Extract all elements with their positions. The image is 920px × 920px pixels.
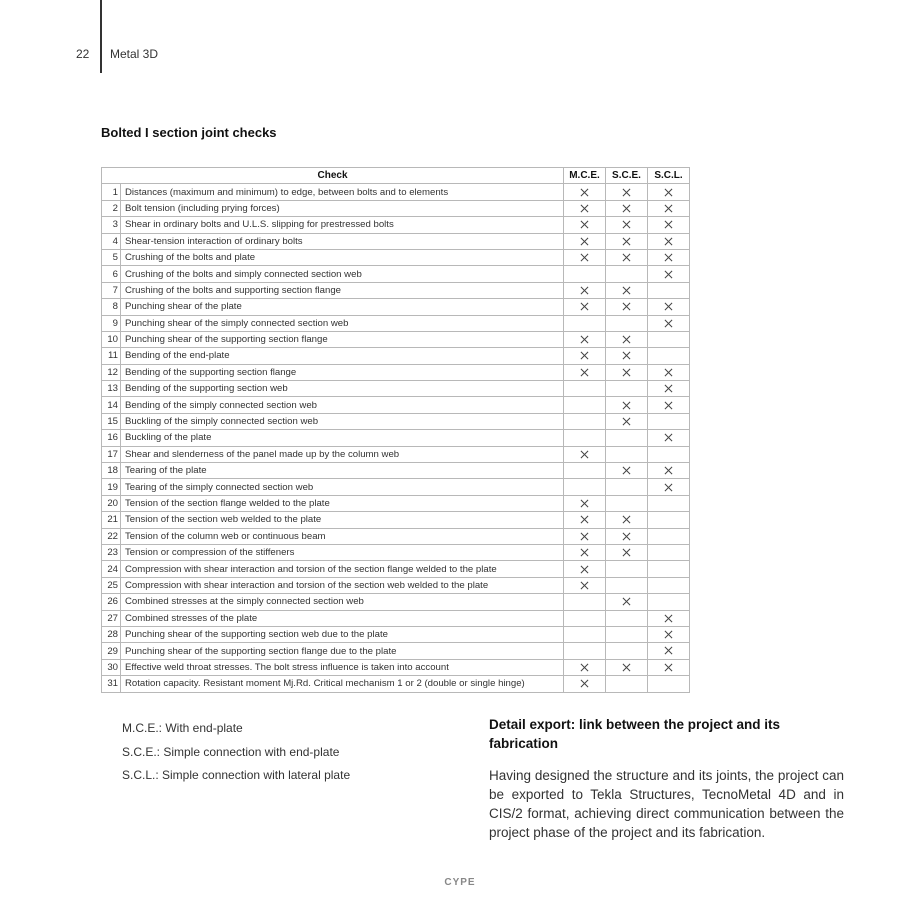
cell-scl	[648, 610, 690, 626]
table-row	[102, 676, 690, 692]
cell-sce	[606, 577, 648, 593]
cell-sce	[606, 626, 648, 642]
cell-scl	[648, 594, 690, 610]
cross-mark-icon	[580, 531, 589, 542]
cross-mark-icon	[622, 416, 631, 427]
cell-scl	[648, 676, 690, 692]
cell-mce	[564, 233, 606, 249]
check-description: Punching shear of the plate	[121, 299, 564, 315]
row-number: 31	[102, 676, 121, 692]
check-description: Punching shear of the supporting section flange due to the plate	[121, 643, 564, 659]
cell-mce	[564, 381, 606, 397]
cell-scl	[648, 381, 690, 397]
table-row	[102, 299, 690, 315]
cross-mark-icon	[622, 531, 631, 542]
check-description: Tension or compression of the stiffeners	[121, 544, 564, 560]
cell-mce	[564, 217, 606, 233]
cell-sce	[606, 610, 648, 626]
check-description: Buckling of the simply connected section web	[121, 413, 564, 429]
cell-sce	[606, 299, 648, 315]
cell-mce	[564, 446, 606, 462]
check-description: Shear-tension interaction of ordinary bolts	[121, 233, 564, 249]
check-description: Buckling of the plate	[121, 430, 564, 446]
cross-mark-icon	[664, 629, 673, 640]
column-header-mce: M.C.E.	[564, 168, 606, 184]
check-description: Tearing of the simply connected section web	[121, 479, 564, 495]
table-row	[102, 430, 690, 446]
cell-scl	[648, 217, 690, 233]
cross-mark-icon	[664, 203, 673, 214]
cross-mark-icon	[580, 564, 589, 575]
cross-mark-icon	[622, 301, 631, 312]
table-header-row	[102, 168, 690, 184]
cell-scl	[648, 659, 690, 675]
row-number: 3	[102, 217, 121, 233]
check-description: Bolt tension (including prying forces)	[121, 200, 564, 216]
row-number: 19	[102, 479, 121, 495]
table-row	[102, 217, 690, 233]
cell-mce	[564, 200, 606, 216]
table-row	[102, 282, 690, 298]
cell-mce	[564, 528, 606, 544]
cross-mark-icon	[622, 285, 631, 296]
cell-mce	[564, 643, 606, 659]
table-row	[102, 364, 690, 380]
row-number: 23	[102, 544, 121, 560]
cross-mark-icon	[664, 187, 673, 198]
row-number: 4	[102, 233, 121, 249]
header-divider	[100, 0, 102, 73]
row-number: 12	[102, 364, 121, 380]
table-row	[102, 413, 690, 429]
cell-scl	[648, 282, 690, 298]
table-row	[102, 610, 690, 626]
cross-mark-icon	[664, 383, 673, 394]
cell-scl	[648, 331, 690, 347]
cell-scl	[648, 446, 690, 462]
cell-sce	[606, 233, 648, 249]
cell-sce	[606, 528, 648, 544]
legend-item-mce: M.C.E.: With end-plate	[122, 721, 243, 735]
cell-sce	[606, 643, 648, 659]
cell-mce	[564, 561, 606, 577]
table-row	[102, 331, 690, 347]
cell-scl	[648, 184, 690, 200]
column-header-sce: S.C.E.	[606, 168, 648, 184]
cell-mce	[564, 495, 606, 511]
cell-sce	[606, 217, 648, 233]
cell-scl	[648, 512, 690, 528]
cell-mce	[564, 397, 606, 413]
check-description: Tearing of the plate	[121, 463, 564, 479]
cross-mark-icon	[664, 301, 673, 312]
table-row	[102, 626, 690, 642]
page-number: 22	[76, 47, 90, 61]
cell-sce	[606, 348, 648, 364]
cross-mark-icon	[580, 219, 589, 230]
cross-mark-icon	[664, 236, 673, 247]
row-number: 28	[102, 626, 121, 642]
cell-mce	[564, 610, 606, 626]
cross-mark-icon	[580, 580, 589, 591]
cell-mce	[564, 249, 606, 265]
check-description: Shear in ordinary bolts and U.L.S. slipping for prestressed bolts	[121, 217, 564, 233]
column-header-check: Check	[102, 168, 564, 184]
row-number: 6	[102, 266, 121, 282]
cell-sce	[606, 282, 648, 298]
check-description: Combined stresses of the plate	[121, 610, 564, 626]
cross-mark-icon	[580, 187, 589, 198]
export-section-paragraph: Having designed the structure and its joints, the project can be exported to Tekla Structures, TecnoMetal 4D and in CIS/2 format, achieving direct communication between the project phase of the project and its fabrication.	[489, 768, 844, 840]
cell-scl	[648, 495, 690, 511]
row-number: 25	[102, 577, 121, 593]
cell-sce	[606, 364, 648, 380]
cell-sce	[606, 413, 648, 429]
cell-mce	[564, 184, 606, 200]
cross-mark-icon	[622, 547, 631, 558]
cell-scl	[648, 430, 690, 446]
table-row	[102, 397, 690, 413]
cross-mark-icon	[664, 252, 673, 263]
cell-sce	[606, 495, 648, 511]
table-row	[102, 381, 690, 397]
cell-sce	[606, 463, 648, 479]
check-description: Punching shear of the supporting section web due to the plate	[121, 626, 564, 642]
check-description: Crushing of the bolts and supporting section flange	[121, 282, 564, 298]
cell-mce	[564, 364, 606, 380]
table-row	[102, 446, 690, 462]
cell-mce	[564, 512, 606, 528]
cross-mark-icon	[622, 334, 631, 345]
check-description: Distances (maximum and minimum) to edge, between bolts and to elements	[121, 184, 564, 200]
row-number: 5	[102, 249, 121, 265]
table-row	[102, 528, 690, 544]
cell-mce	[564, 659, 606, 675]
check-description: Rotation capacity. Resistant moment Mj.Rd. Critical mechanism 1 or 2 (double or single hinge)	[121, 676, 564, 692]
check-description: Punching shear of the simply connected section web	[121, 315, 564, 331]
cell-sce	[606, 446, 648, 462]
table-row	[102, 463, 690, 479]
row-number: 24	[102, 561, 121, 577]
cell-sce	[606, 184, 648, 200]
cell-sce	[606, 249, 648, 265]
cross-mark-icon	[622, 236, 631, 247]
cross-mark-icon	[580, 203, 589, 214]
cross-mark-icon	[622, 219, 631, 230]
check-description: Bending of the supporting section flange	[121, 364, 564, 380]
check-description: Compression with shear interaction and torsion of the section flange welded to the plate	[121, 561, 564, 577]
cross-mark-icon	[664, 613, 673, 624]
row-number: 11	[102, 348, 121, 364]
cell-sce	[606, 430, 648, 446]
cell-mce	[564, 315, 606, 331]
table-row	[102, 495, 690, 511]
cell-mce	[564, 577, 606, 593]
joint-checks-table	[101, 167, 690, 693]
check-description: Crushing of the bolts and plate	[121, 249, 564, 265]
row-number: 20	[102, 495, 121, 511]
document-title: Metal 3D	[110, 47, 159, 61]
cell-scl	[648, 626, 690, 642]
cross-mark-icon	[622, 514, 631, 525]
table-row	[102, 561, 690, 577]
cross-mark-icon	[622, 400, 631, 411]
check-description: Tension of the section web welded to the plate	[121, 512, 564, 528]
legend-item-scl: S.C.L.: Simple connection with lateral plate	[122, 768, 351, 782]
cell-scl	[648, 200, 690, 216]
cross-mark-icon	[580, 252, 589, 263]
cross-mark-icon	[664, 367, 673, 378]
cell-scl	[648, 577, 690, 593]
check-description: Bending of the end-plate	[121, 348, 564, 364]
table-row	[102, 266, 690, 282]
cross-mark-icon	[664, 400, 673, 411]
cross-mark-icon	[622, 203, 631, 214]
check-description: Shear and slenderness of the panel made up by the column web	[121, 446, 564, 462]
check-description: Tension of the section flange welded to the plate	[121, 495, 564, 511]
legend-item-sce: S.C.E.: Simple connection with end-plate	[122, 744, 340, 759]
cell-mce	[564, 626, 606, 642]
cross-mark-icon	[580, 498, 589, 509]
cell-mce	[564, 413, 606, 429]
cell-sce	[606, 266, 648, 282]
table-row	[102, 577, 690, 593]
cell-mce	[564, 479, 606, 495]
cell-scl	[648, 643, 690, 659]
cell-mce	[564, 299, 606, 315]
check-description: Bending of the simply connected section web	[121, 397, 564, 413]
cell-scl	[648, 233, 690, 249]
cross-mark-icon	[580, 367, 589, 378]
cell-sce	[606, 200, 648, 216]
row-number: 2	[102, 200, 121, 216]
cell-scl	[648, 249, 690, 265]
cell-scl	[648, 364, 690, 380]
table-row	[102, 479, 690, 495]
cross-mark-icon	[580, 350, 589, 361]
check-description: Crushing of the bolts and simply connected section web	[121, 266, 564, 282]
cross-mark-icon	[664, 662, 673, 673]
cross-mark-icon	[664, 318, 673, 329]
cell-mce	[564, 331, 606, 347]
legend	[122, 721, 350, 792]
row-number: 15	[102, 413, 121, 429]
cell-scl	[648, 266, 690, 282]
row-number: 14	[102, 397, 121, 413]
row-number: 7	[102, 282, 121, 298]
cell-mce	[564, 463, 606, 479]
cell-scl	[648, 561, 690, 577]
table-row	[102, 512, 690, 528]
cross-mark-icon	[580, 334, 589, 345]
table-body	[102, 184, 690, 692]
export-section-title: Detail export: link between the project and its fabrication	[489, 717, 781, 751]
cross-mark-icon	[580, 236, 589, 247]
row-number: 8	[102, 299, 121, 315]
footer-brand: CYPE	[444, 877, 476, 888]
cross-mark-icon	[622, 187, 631, 198]
cell-scl	[648, 299, 690, 315]
cell-sce	[606, 659, 648, 675]
cross-mark-icon	[664, 482, 673, 493]
cell-sce	[606, 512, 648, 528]
cell-mce	[564, 282, 606, 298]
cross-mark-icon	[580, 285, 589, 296]
row-number: 27	[102, 610, 121, 626]
cell-sce	[606, 561, 648, 577]
section-title: Bolted I section joint checks	[101, 125, 277, 140]
row-number: 1	[102, 184, 121, 200]
cell-sce	[606, 544, 648, 560]
cell-sce	[606, 397, 648, 413]
cell-mce	[564, 594, 606, 610]
cross-mark-icon	[580, 301, 589, 312]
cross-mark-icon	[622, 252, 631, 263]
cross-mark-icon	[664, 432, 673, 443]
row-number: 22	[102, 528, 121, 544]
row-number: 13	[102, 381, 121, 397]
cross-mark-icon	[580, 547, 589, 558]
table-row	[102, 594, 690, 610]
cross-mark-icon	[580, 662, 589, 673]
cross-mark-icon	[580, 514, 589, 525]
row-number: 30	[102, 659, 121, 675]
check-description: Effective weld throat stresses. The bolt stress influence is taken into account	[121, 659, 564, 675]
cell-mce	[564, 544, 606, 560]
cross-mark-icon	[664, 465, 673, 476]
row-number: 16	[102, 430, 121, 446]
cross-mark-icon	[622, 465, 631, 476]
check-description: Combined stresses at the simply connected section web	[121, 594, 564, 610]
cell-scl	[648, 315, 690, 331]
cell-sce	[606, 594, 648, 610]
cell-scl	[648, 479, 690, 495]
check-description: Bending of the supporting section web	[121, 381, 564, 397]
cross-mark-icon	[622, 662, 631, 673]
cross-mark-icon	[664, 219, 673, 230]
row-number: 18	[102, 463, 121, 479]
cross-mark-icon	[664, 646, 673, 657]
row-number: 9	[102, 315, 121, 331]
table-row	[102, 348, 690, 364]
row-number: 21	[102, 512, 121, 528]
table-row	[102, 200, 690, 216]
table-row	[102, 643, 690, 659]
table-row	[102, 315, 690, 331]
page-header	[0, 0, 920, 80]
cross-mark-icon	[622, 350, 631, 361]
cell-scl	[648, 544, 690, 560]
row-number: 29	[102, 643, 121, 659]
cross-mark-icon	[580, 678, 589, 689]
check-description: Compression with shear interaction and torsion of the section web welded to the plate	[121, 577, 564, 593]
cell-sce	[606, 315, 648, 331]
table-row	[102, 659, 690, 675]
cell-sce	[606, 331, 648, 347]
table-row	[102, 184, 690, 200]
cross-mark-icon	[622, 367, 631, 378]
table-row	[102, 233, 690, 249]
cell-scl	[648, 528, 690, 544]
column-header-scl: S.C.L.	[648, 168, 690, 184]
cell-mce	[564, 348, 606, 364]
row-number: 17	[102, 446, 121, 462]
cell-mce	[564, 430, 606, 446]
check-description: Punching shear of the supporting section flange	[121, 331, 564, 347]
cell-mce	[564, 676, 606, 692]
cross-mark-icon	[664, 269, 673, 280]
row-number: 10	[102, 331, 121, 347]
cell-sce	[606, 676, 648, 692]
cross-mark-icon	[580, 449, 589, 460]
cross-mark-icon	[622, 596, 631, 607]
cell-sce	[606, 479, 648, 495]
cell-sce	[606, 381, 648, 397]
check-description: Tension of the column web or continuous beam	[121, 528, 564, 544]
table-row	[102, 249, 690, 265]
table-row	[102, 544, 690, 560]
cell-scl	[648, 463, 690, 479]
cell-scl	[648, 397, 690, 413]
cell-scl	[648, 348, 690, 364]
cell-scl	[648, 413, 690, 429]
cell-mce	[564, 266, 606, 282]
row-number: 26	[102, 594, 121, 610]
